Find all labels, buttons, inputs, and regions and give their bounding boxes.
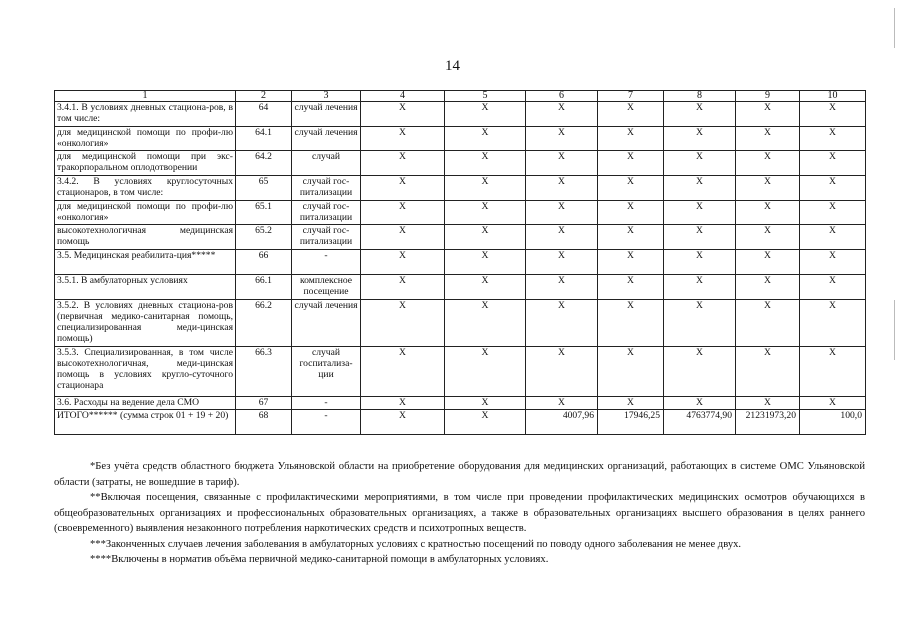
table-cell: X xyxy=(664,176,736,201)
table-cell: случай лечения xyxy=(292,127,361,151)
table-cell: X xyxy=(526,347,598,397)
table-cell: X xyxy=(445,397,526,410)
table-cell: X xyxy=(664,397,736,410)
table-cell: 100,0 xyxy=(800,410,866,435)
table-cell: X xyxy=(445,225,526,250)
table-cell: X xyxy=(664,127,736,151)
table-cell: X xyxy=(736,201,800,225)
table-cell: X xyxy=(664,300,736,347)
table-cell: X xyxy=(664,250,736,275)
table-cell: X xyxy=(361,410,445,435)
table-cell: 64.1 xyxy=(236,127,292,151)
table-cell: X xyxy=(736,102,800,127)
table-cell: X xyxy=(361,151,445,176)
table-cell: X xyxy=(445,201,526,225)
table-cell: X xyxy=(526,397,598,410)
table-cell: случай гос-питализации xyxy=(292,225,361,250)
row-label-cell: высокотехнологичная медицинская помощь xyxy=(55,225,236,250)
footnotes xyxy=(54,459,865,568)
table-cell: X xyxy=(664,225,736,250)
table-cell: X xyxy=(526,176,598,201)
table-cell: X xyxy=(361,397,445,410)
table-cell: X xyxy=(736,225,800,250)
table-cell: X xyxy=(664,347,736,397)
column-header: 7 xyxy=(598,91,664,102)
table-row xyxy=(55,225,866,250)
table-cell: X xyxy=(664,102,736,127)
table-cell: X xyxy=(598,151,664,176)
table-cell: 65.2 xyxy=(236,225,292,250)
footnote: *Без учёта средств областного бюджета Ульяновской области на приобретение оборудования для медицинских организаций, работающих в системе ОМС Ульяновской области (затраты, не вошедшие в тариф). xyxy=(54,461,865,488)
table-cell: X xyxy=(598,250,664,275)
table-cell: X xyxy=(361,176,445,201)
row-label-cell: 3.5.3. Специализированная, в том числе высокотехнологичная, меди-цинская помощь в условиях кругло-суточного стационара xyxy=(55,347,236,397)
table-cell: X xyxy=(445,127,526,151)
table-cell: X xyxy=(664,201,736,225)
table-row xyxy=(55,127,866,151)
table-cell: X xyxy=(526,225,598,250)
row-label-cell: 3.4.1. В условиях дневных стациона-ров, в том числе: xyxy=(55,102,236,127)
table-row xyxy=(55,250,866,275)
table-cell: 67 xyxy=(236,397,292,410)
table-cell: X xyxy=(800,102,866,127)
table-cell: X xyxy=(361,347,445,397)
table-row xyxy=(55,397,866,410)
table-cell: случай гос-питализации xyxy=(292,176,361,201)
table-cell: случай лечения xyxy=(292,102,361,127)
column-header: 2 xyxy=(236,91,292,102)
table-cell: X xyxy=(736,275,800,300)
row-label-cell: для медицинской помощи при экс-тракорпоральном оплодотворении xyxy=(55,151,236,176)
table-cell: X xyxy=(800,250,866,275)
table-row xyxy=(55,347,866,397)
table-cell: X xyxy=(445,347,526,397)
table-cell: X xyxy=(445,151,526,176)
column-header: 1 xyxy=(55,91,236,102)
footnote: ***Законченных случаев лечения заболевания в амбулаторных условиях с кратностью посещений по поводу одного заболевания не менее двух. xyxy=(90,538,742,550)
table-cell: 68 xyxy=(236,410,292,435)
table-cell: X xyxy=(800,201,866,225)
table-cell: X xyxy=(526,250,598,275)
table-cell: X xyxy=(445,250,526,275)
table-cell: X xyxy=(361,225,445,250)
column-header: 6 xyxy=(526,91,598,102)
table-cell: X xyxy=(445,410,526,435)
table-cell: X xyxy=(598,201,664,225)
table-cell: 64.2 xyxy=(236,151,292,176)
table-cell: X xyxy=(598,102,664,127)
table-cell: случай xyxy=(292,151,361,176)
table-cell: X xyxy=(526,127,598,151)
table-cell: 66 xyxy=(236,250,292,275)
scan-edge-mark xyxy=(894,300,895,360)
table-cell: X xyxy=(736,397,800,410)
table-cell: комплексное посещение xyxy=(292,275,361,300)
table-cell: X xyxy=(736,347,800,397)
row-label-cell: 3.5. Медицинская реабилита-ция***** xyxy=(55,250,236,275)
table-cell: X xyxy=(598,300,664,347)
table-header-row xyxy=(55,91,866,102)
table-cell: 17946,25 xyxy=(598,410,664,435)
table-cell: 64 xyxy=(236,102,292,127)
table-cell: X xyxy=(361,275,445,300)
table-cell: X xyxy=(598,275,664,300)
row-label-cell: 3.5.1. В амбулаторных условиях xyxy=(55,275,236,300)
table-cell: X xyxy=(800,225,866,250)
table-cell: 66.2 xyxy=(236,300,292,347)
table-cell: случай лечения xyxy=(292,300,361,347)
column-header: 8 xyxy=(664,91,736,102)
table-cell: 4763774,90 xyxy=(664,410,736,435)
table-cell: 66.3 xyxy=(236,347,292,397)
table-cell: X xyxy=(800,397,866,410)
table-cell: X xyxy=(361,201,445,225)
table-cell: X xyxy=(598,397,664,410)
data-table-container xyxy=(54,90,865,435)
table-cell: X xyxy=(736,176,800,201)
table-cell: 66.1 xyxy=(236,275,292,300)
row-label-cell: ИТОГО****** (сумма строк 01 + 19 + 20) xyxy=(55,410,236,435)
column-header: 10 xyxy=(800,91,866,102)
footnote: ****Включены в норматив объёма первичной медико-санитарной помощи в амбулаторных условиях. xyxy=(90,554,549,565)
table-cell: X xyxy=(361,127,445,151)
row-label-cell: 3.6. Расходы на ведение дела СМО xyxy=(55,397,236,410)
row-label-cell: 3.4.2. В условиях круглосуточных стационаров, в том числе: xyxy=(55,176,236,201)
table-cell: X xyxy=(664,275,736,300)
table-cell: X xyxy=(736,127,800,151)
table-cell: - xyxy=(292,397,361,410)
table-cell: случай гос-питализации xyxy=(292,201,361,225)
table-cell: 65.1 xyxy=(236,201,292,225)
table-cell: 21231973,20 xyxy=(736,410,800,435)
table-cell: X xyxy=(445,275,526,300)
table-body xyxy=(55,102,866,435)
table-cell: X xyxy=(736,151,800,176)
table-cell: X xyxy=(526,300,598,347)
table-cell: X xyxy=(664,151,736,176)
table-cell: - xyxy=(292,250,361,275)
table-cell: X xyxy=(445,176,526,201)
table-cell: X xyxy=(800,151,866,176)
table-cell: X xyxy=(598,347,664,397)
column-header: 5 xyxy=(445,91,526,102)
table-cell: X xyxy=(526,102,598,127)
column-header: 9 xyxy=(736,91,800,102)
table-cell: 4007,96 xyxy=(526,410,598,435)
table-cell: X xyxy=(361,300,445,347)
table-cell: X xyxy=(526,275,598,300)
table-cell: X xyxy=(800,127,866,151)
table-cell: X xyxy=(800,347,866,397)
column-header: 3 xyxy=(292,91,361,102)
table-cell: 65 xyxy=(236,176,292,201)
table-row xyxy=(55,410,866,435)
table-cell: случай госпитализа-ции xyxy=(292,347,361,397)
table-cell: X xyxy=(445,300,526,347)
table-row xyxy=(55,300,866,347)
table-cell: X xyxy=(361,102,445,127)
table-cell: X xyxy=(800,275,866,300)
table-cell: X xyxy=(800,300,866,347)
row-label-cell: для медицинской помощи по профи-лю «онкология» xyxy=(55,127,236,151)
table-row xyxy=(55,151,866,176)
table-row xyxy=(55,275,866,300)
column-header: 4 xyxy=(361,91,445,102)
page-number: 14 xyxy=(445,58,460,74)
table-cell: X xyxy=(598,176,664,201)
table-cell: X xyxy=(361,250,445,275)
table-row xyxy=(55,201,866,225)
footnote: **Включая посещения, связанные с профилактическими мероприятиями, в том числе при проведении профилактических медицинских осмотров обучающихся в общеобразовательных организациях и профессиональных образовательных организациях, а также в образовательных организациях высшего образования в целях раннего (своевременного) выявления незаконного потребления наркотических средств и психотропных веществ. xyxy=(54,492,865,534)
table-cell: X xyxy=(736,250,800,275)
row-label-cell: для медицинской помощи по профи-лю «онкология» xyxy=(55,201,236,225)
table-cell: - xyxy=(292,410,361,435)
table-cell: X xyxy=(526,201,598,225)
table-cell: X xyxy=(736,300,800,347)
scan-edge-mark xyxy=(894,8,895,48)
table-row xyxy=(55,176,866,201)
table-cell: X xyxy=(598,225,664,250)
table-cell: X xyxy=(526,151,598,176)
table-cell: X xyxy=(598,127,664,151)
table-cell: X xyxy=(800,176,866,201)
data-table xyxy=(54,90,866,435)
table-row xyxy=(55,102,866,127)
table-cell: X xyxy=(445,102,526,127)
row-label-cell: 3.5.2. В условиях дневных стациона-ров (первичная медико-санитарная помощь, специализированная меди-цинская помощь) xyxy=(55,300,236,347)
